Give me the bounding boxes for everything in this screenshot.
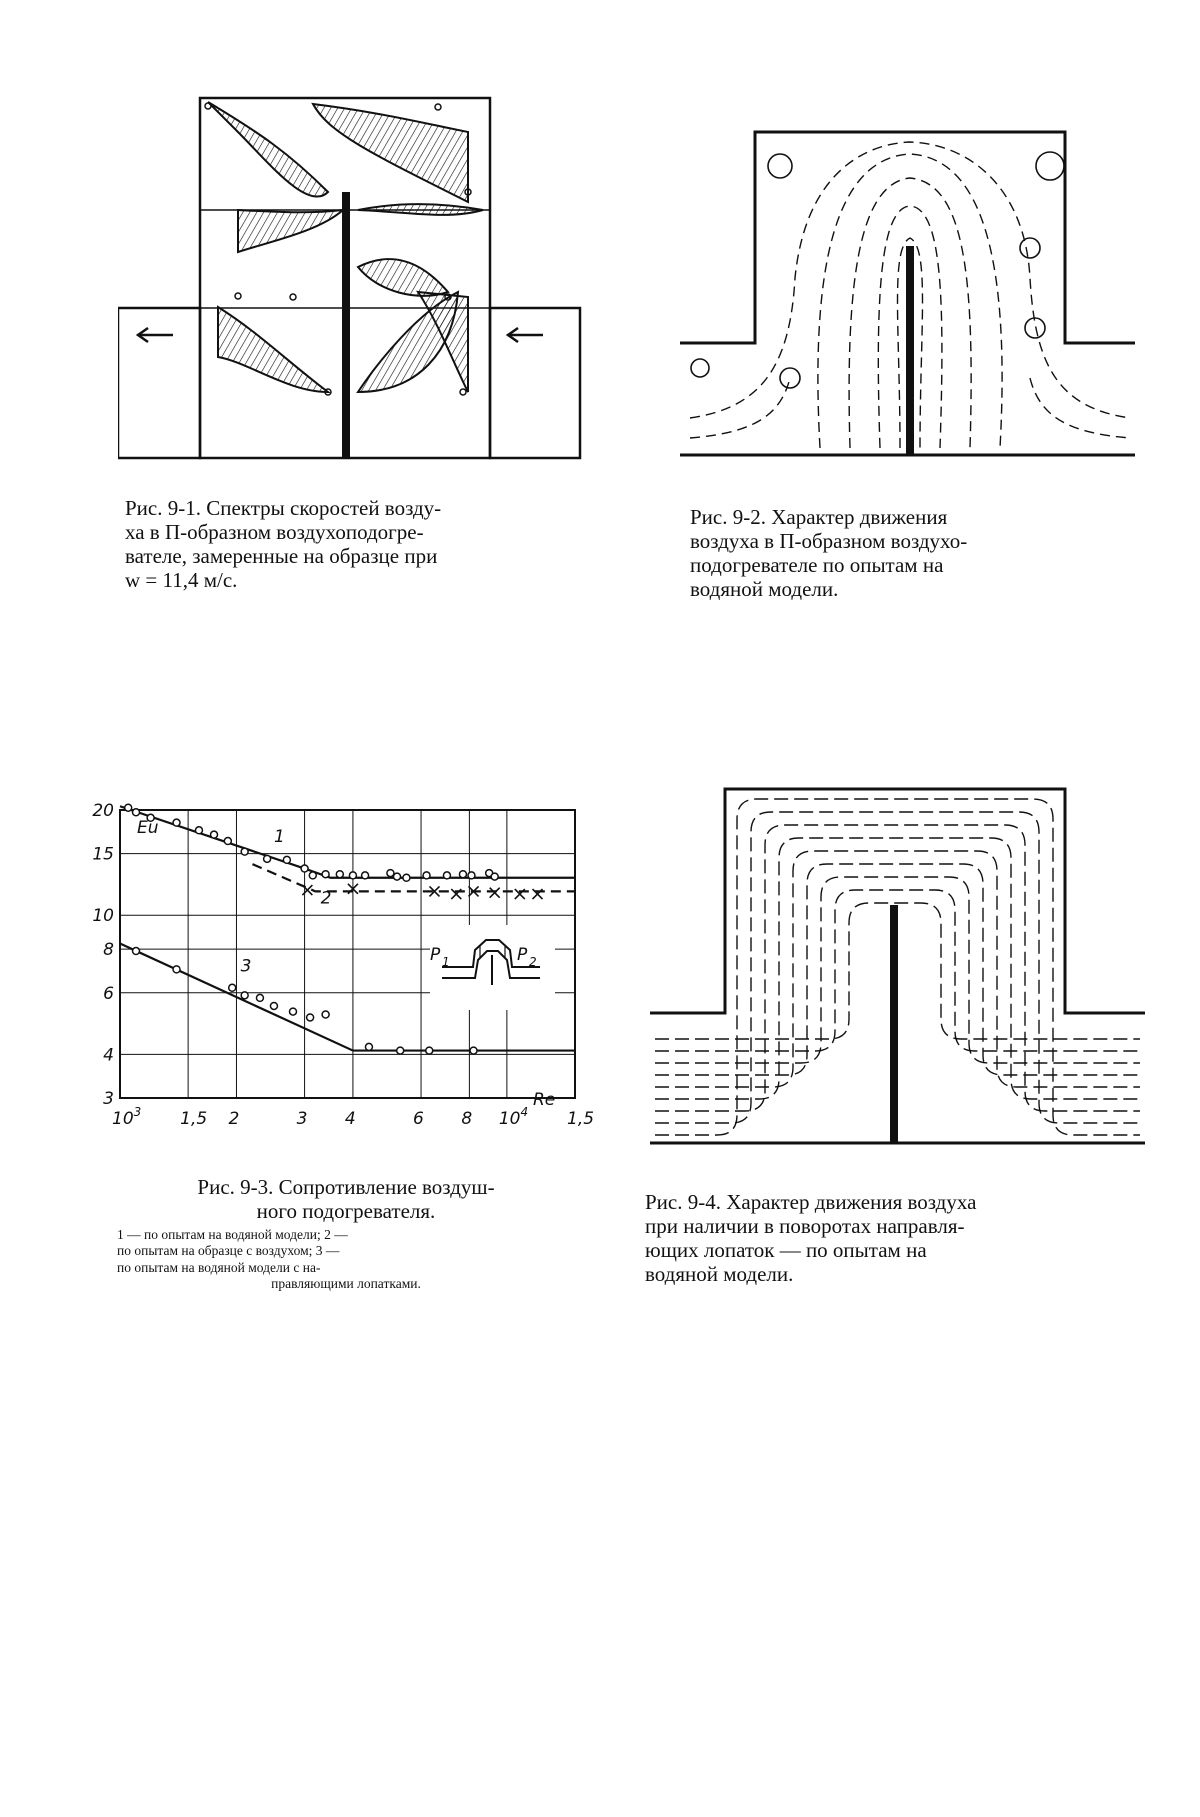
data-point (309, 872, 316, 879)
series-label: 2 (320, 888, 332, 909)
caption-line: Рис. 9-2. Характер движения (690, 505, 948, 529)
data-point (394, 873, 401, 880)
x-tick-label: 3 (296, 1109, 308, 1129)
y-tick-label: 4 (103, 1045, 114, 1066)
legend-line: по опытам на водяной модели с на- (117, 1259, 321, 1275)
data-point (229, 984, 236, 991)
figure-9-4-caption (645, 1190, 1125, 1287)
x-tick-label: $10^4$ (498, 1105, 529, 1129)
x-tick-exponent: 3 (133, 1105, 142, 1119)
inset-label-p1: P (430, 945, 441, 965)
data-point (211, 831, 218, 838)
caption-line: ха в П-образном воздухоподогре- (125, 520, 424, 545)
x-tick-label: $10^3$ (112, 1105, 142, 1129)
y-tick-label: 20 (92, 801, 114, 821)
y-tick-label: 10 (92, 906, 114, 927)
series-label: 1 (273, 826, 285, 847)
x-tick-label: 1,5 (180, 1109, 208, 1129)
data-point (307, 1014, 314, 1021)
y-tick-label: 15 (92, 844, 114, 865)
data-point (133, 948, 140, 955)
x-tick-label: 8 (461, 1109, 473, 1129)
data-point (397, 1047, 404, 1054)
y-axis-label: Eu (137, 818, 159, 838)
inset-label-p2-sub: 2 (529, 955, 537, 969)
series-label: 3 (240, 956, 252, 977)
data-point (322, 871, 329, 878)
figure-9-1-caption (125, 496, 600, 593)
data-point (195, 827, 202, 834)
legend-line: 1 — по опытам на водяной модели; 2 — (117, 1227, 348, 1243)
caption-line: w = 11,4 м/с. (125, 568, 238, 593)
x-tick-label: 2 (228, 1109, 240, 1129)
data-point (301, 865, 308, 872)
inset-schematic (430, 925, 555, 1010)
caption-line: при наличии в поворотах направля- (645, 1214, 965, 1239)
x-tick-label: 6 (413, 1109, 424, 1129)
data-point (289, 1008, 296, 1015)
data-point (241, 992, 248, 999)
caption-line: Рис. 9-1. Спектры скоростей возду- (125, 496, 442, 520)
data-point (173, 819, 180, 826)
data-point (336, 871, 343, 878)
figure-9-3-caption (117, 1175, 575, 1292)
data-point (224, 838, 231, 845)
data-point (264, 855, 271, 862)
y-tick-label: 6 (103, 983, 114, 1004)
caption-line: Рис. 9-3. Сопротивление воздуш- (197, 1175, 495, 1199)
data-point (490, 888, 500, 898)
data-point (491, 873, 498, 880)
data-point (365, 1043, 372, 1050)
data-point (403, 874, 410, 881)
data-point (387, 870, 394, 877)
data-point (241, 848, 248, 855)
data-point (349, 872, 356, 879)
caption-line: Рис. 9-4. Характер движения воздуха (645, 1190, 977, 1214)
data-point (125, 804, 132, 811)
data-point (173, 966, 180, 973)
legend-line: правляющими лопатками. (271, 1275, 421, 1291)
figure-9-3-resistance-chart (85, 780, 595, 1155)
data-point (443, 872, 450, 879)
legend-line: по опытам на образце с воздухом; 3 — (117, 1243, 340, 1259)
data-point (362, 872, 369, 879)
inset-label-p1-sub: 1 (442, 955, 450, 969)
inset-label-p2: P (517, 945, 528, 965)
x-tick-label: 1,5 (567, 1109, 595, 1129)
data-point (459, 871, 466, 878)
data-point (470, 1047, 477, 1054)
data-point (133, 809, 140, 816)
caption-line: водяной модели. (690, 577, 839, 602)
figure-9-1-velocity-spectra (118, 92, 628, 470)
figure-9-4-flow-with-guide-vanes (650, 785, 1145, 1145)
data-point (468, 872, 475, 879)
series-2 (252, 864, 575, 908)
caption-line: ного подогревателя. (256, 1199, 436, 1224)
x-tick-label: 4 (344, 1109, 356, 1129)
y-tick-label: 8 (103, 940, 114, 961)
data-point (302, 885, 312, 895)
caption-line: воздуха в П-образном воздухо- (690, 529, 968, 554)
data-point (426, 1047, 433, 1054)
caption-line: подогревателе по опытам на (690, 553, 944, 578)
data-point (256, 994, 263, 1001)
x-tick-exponent: 4 (520, 1105, 529, 1119)
data-point (322, 1011, 329, 1018)
data-point (270, 1002, 277, 1009)
caption-line: вателе, замеренные на образце при (125, 544, 438, 569)
caption-line: водяной модели. (645, 1262, 794, 1287)
caption-line: ющих лопаток — по опытам на (645, 1238, 927, 1263)
x-axis-label: Re (533, 1090, 556, 1110)
figure-9-2-caption (690, 505, 1130, 602)
figure-9-2-flow-pattern (680, 128, 1135, 458)
y-tick-label: 3 (103, 1089, 114, 1109)
data-point (423, 872, 430, 879)
data-point (283, 856, 290, 863)
